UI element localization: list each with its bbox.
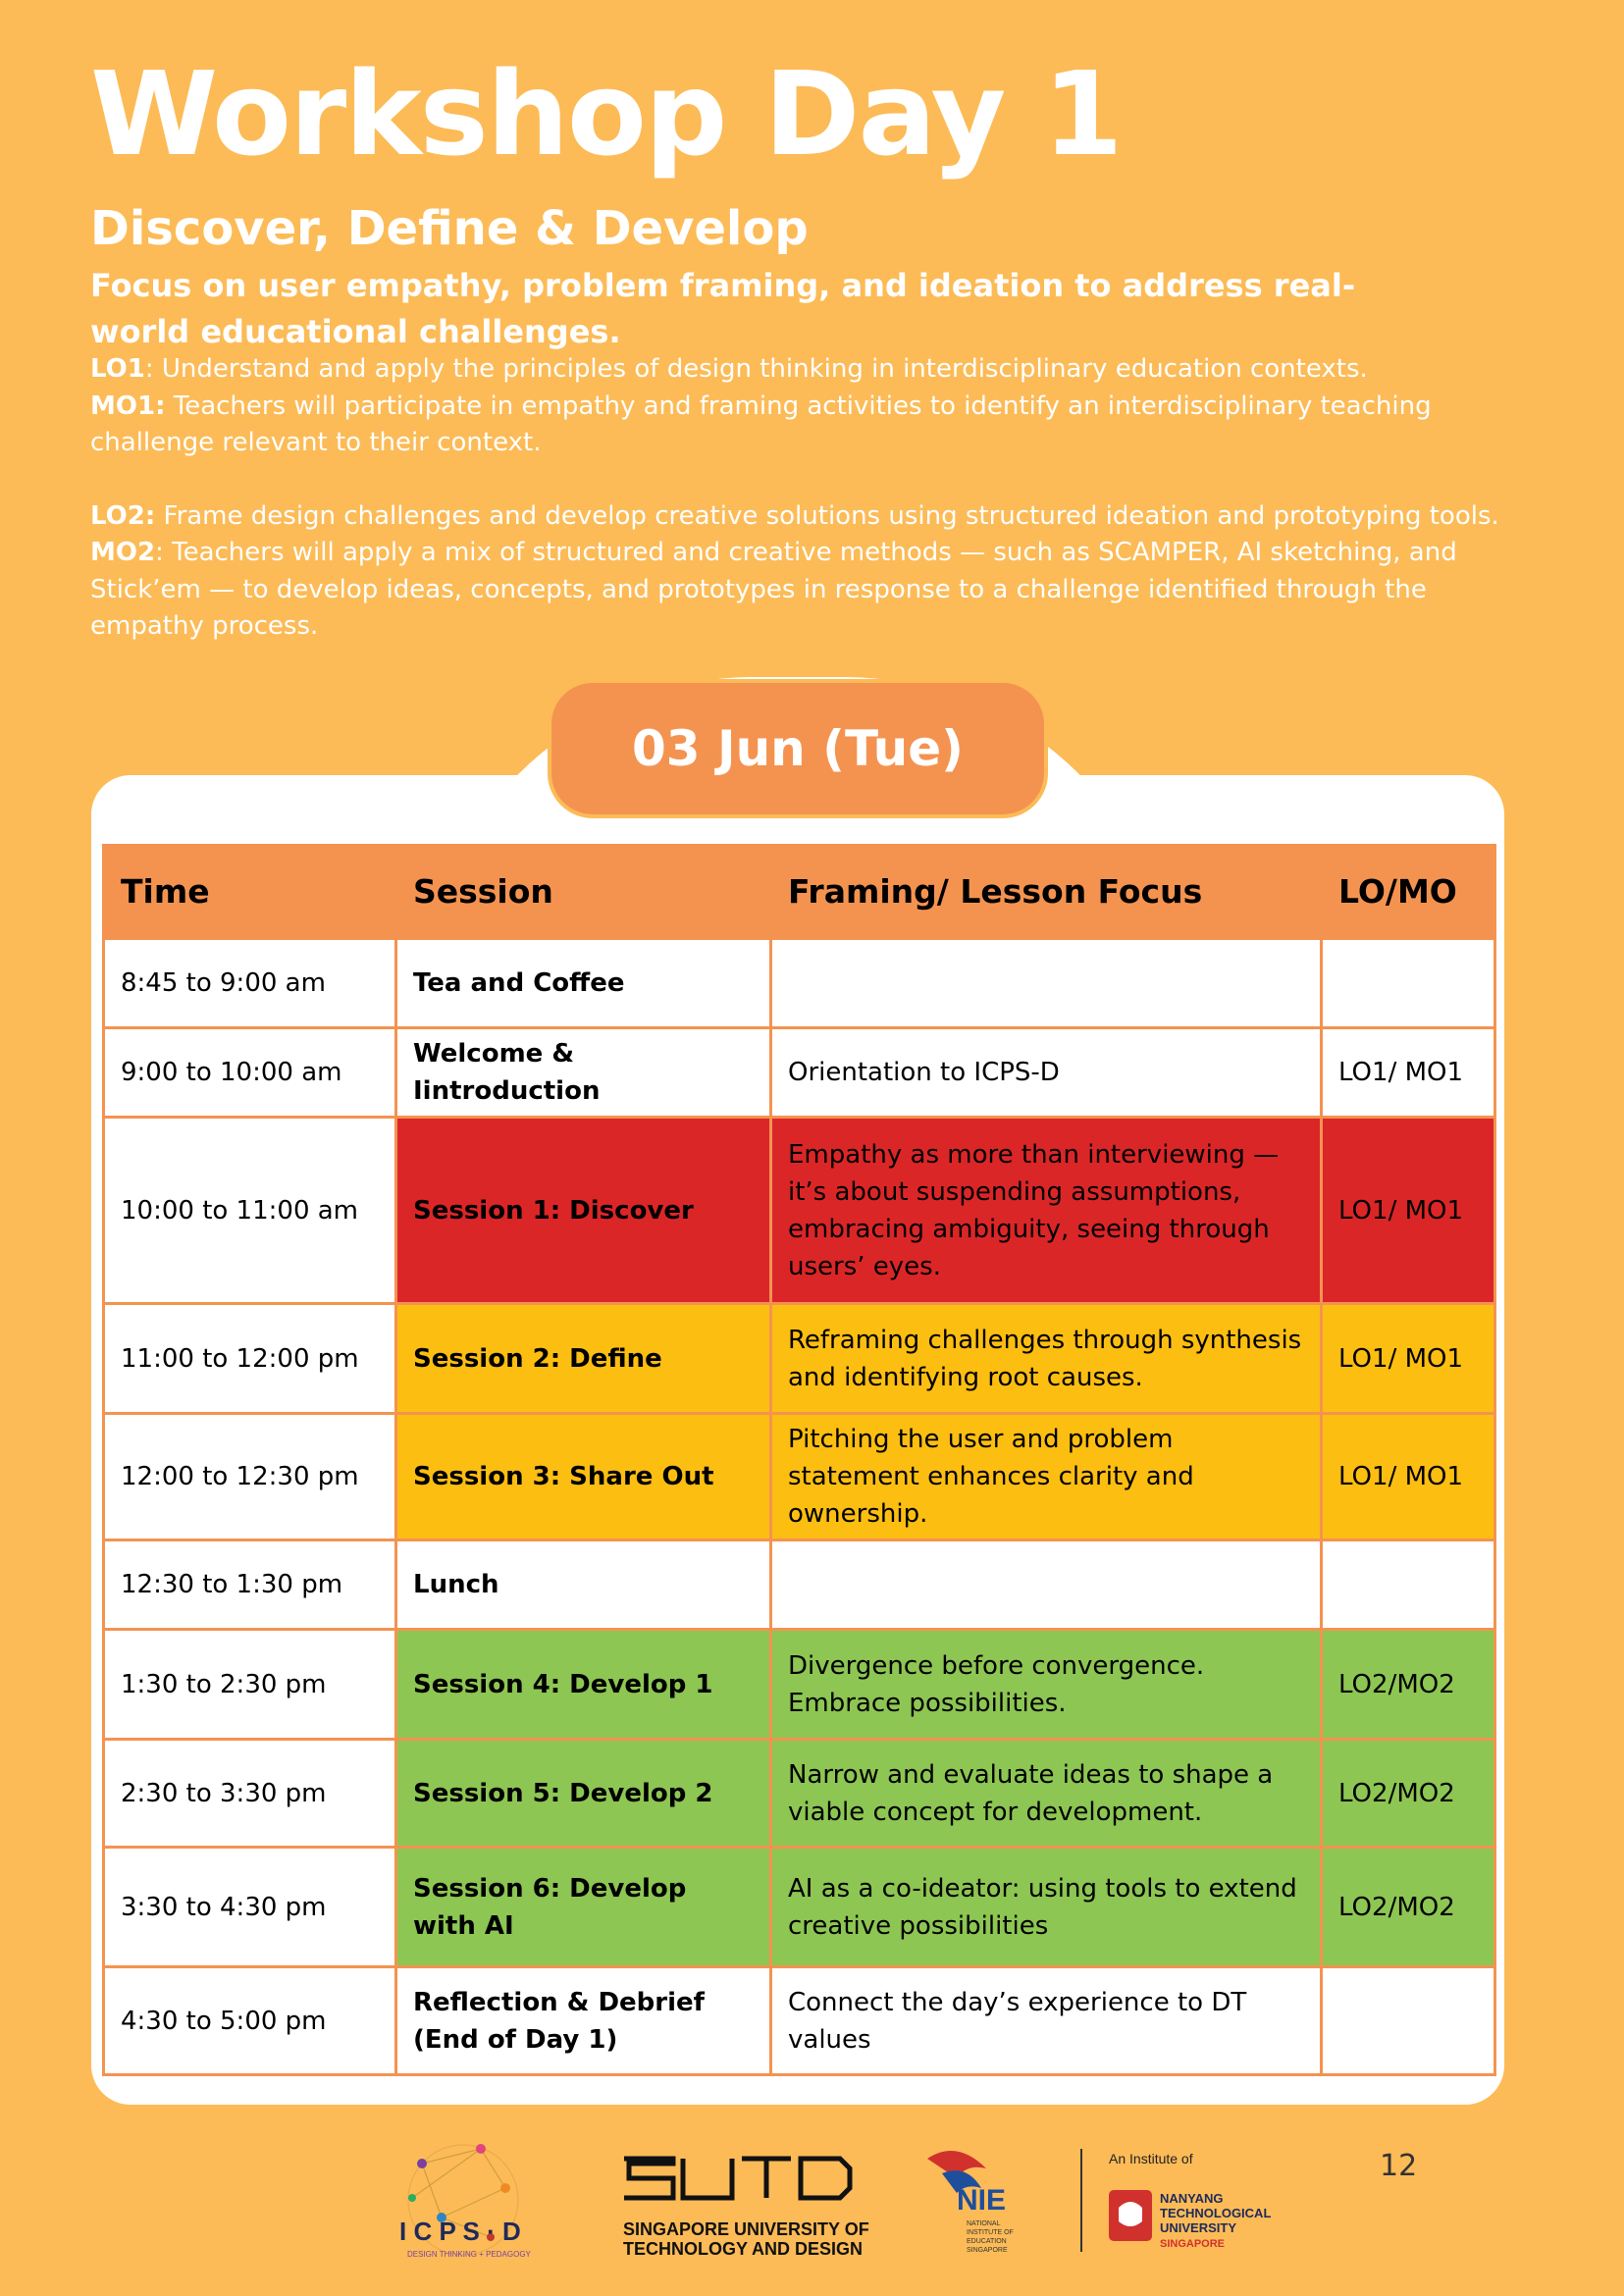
lo2-line — [90, 498, 1543, 536]
cell-focus: Divergence before convergence. Embrace possibilities. — [771, 1630, 1322, 1740]
cell-lomo: LO2/MO2 — [1322, 1848, 1495, 1967]
cell-session: Session 1: Discover — [396, 1118, 771, 1304]
nie-small4: SINGAPORE — [967, 2247, 1008, 2254]
date-badge: 03 Jun (Tue) — [548, 679, 1048, 818]
table-row — [104, 1028, 1495, 1118]
nie-small3: EDUCATION — [967, 2238, 1007, 2245]
cell-session: Lunch — [396, 1540, 771, 1630]
page-title: Workshop Day 1 — [90, 46, 1122, 182]
cell-session: Reflection & Debrief (End of Day 1) — [396, 1967, 771, 2075]
table-header-row — [104, 846, 1495, 939]
header-time: Time — [104, 846, 396, 939]
header-session: Session — [396, 846, 771, 939]
nie-small2: INSTITUTE OF — [967, 2229, 1014, 2236]
table-row — [104, 1848, 1495, 1967]
cell-time: 10:00 to 11:00 am — [104, 1118, 396, 1304]
cell-session: Session 6: Develop with AI — [396, 1848, 771, 1967]
learning-outcomes — [90, 351, 1543, 646]
ntu-crest-inner-icon — [1119, 2202, 1142, 2226]
nie-logo — [927, 2149, 1081, 2254]
cell-focus — [771, 1540, 1322, 1630]
partner-logos — [0, 2119, 1624, 2296]
cell-focus: Pitching the user and problem statement enhances clarity and ownership. — [771, 1414, 1322, 1540]
cell-time: 12:30 to 1:30 pm — [104, 1540, 396, 1630]
cell-session: Session 5: Develop 2 — [396, 1740, 771, 1848]
table-row — [104, 1304, 1495, 1414]
cell-time: 9:00 to 10:00 am — [104, 1028, 396, 1118]
lo1-label: LO1 — [90, 354, 145, 384]
table-row — [104, 1118, 1495, 1304]
table-row — [104, 939, 1495, 1028]
cell-lomo — [1322, 1540, 1495, 1630]
cell-focus: AI as a co-ideator: using tools to extend creative possibilities — [771, 1848, 1322, 1967]
cell-lomo: LO1/ MO1 — [1322, 1118, 1495, 1304]
cell-time: 12:00 to 12:30 pm — [104, 1414, 396, 1540]
icpsd-logo — [399, 2144, 532, 2259]
institute-of-text: An Institute of — [1109, 2151, 1193, 2166]
cell-lomo: LO1/ MO1 — [1322, 1028, 1495, 1118]
cell-lomo: LO2/MO2 — [1322, 1740, 1495, 1848]
sutd-line1: SINGAPORE UNIVERSITY OF — [623, 2219, 869, 2239]
mo1-label: MO1: — [90, 391, 166, 421]
schedule-table — [102, 844, 1496, 2076]
cell-time: 3:30 to 4:30 pm — [104, 1848, 396, 1967]
cell-time: 1:30 to 2:30 pm — [104, 1630, 396, 1740]
ntu-line4: SINGAPORE — [1160, 2238, 1226, 2250]
table-row — [104, 1630, 1495, 1740]
cell-time: 4:30 to 5:00 pm — [104, 1967, 396, 2075]
mo1-text: Teachers will participate in empathy and framing activities to identify an interdisciplinary teaching challenge relevant to their context. — [90, 391, 1432, 457]
cell-time: 11:00 to 12:00 pm — [104, 1304, 396, 1414]
cell-session: Session 2: Define — [396, 1304, 771, 1414]
cell-lomo: LO2/MO2 — [1322, 1630, 1495, 1740]
lo2-text: Frame design challenges and develop creative solutions using structured ideation and prototyping tools. — [155, 500, 1499, 531]
cell-focus: Reframing challenges through synthesis and identifying root causes. — [771, 1304, 1322, 1414]
lo1-line — [90, 351, 1543, 389]
cell-session: Welcome & Iintroduction — [396, 1028, 771, 1118]
mo2-line — [90, 535, 1543, 646]
ntu-line3: UNIVERSITY — [1160, 2220, 1237, 2235]
table-row — [104, 1740, 1495, 1848]
cell-focus: Narrow and evaluate ideas to shape a viable concept for development. — [771, 1740, 1322, 1848]
mo2-text: : Teachers will apply a mix of structured and creative methods — such as SCAMPER, AI sketching, and Stick’em — to develop ideas, concepts, and prototypes in response to a challenge identified through the empathy process. — [90, 538, 1457, 641]
cell-session: Session 4: Develop 1 — [396, 1630, 771, 1740]
cell-session: Tea and Coffee — [396, 939, 771, 1028]
sutd-line2: TECHNOLOGY AND DESIGN — [623, 2239, 864, 2259]
cell-focus: Orientation to ICPS-D — [771, 1028, 1322, 1118]
lo1-text: : Understand and apply the principles of design thinking in interdisciplinary education contexts. — [144, 354, 1368, 384]
cell-time: 8:45 to 9:00 am — [104, 939, 396, 1028]
table-row — [104, 1540, 1495, 1630]
ntu-line2: TECHNOLOGICAL — [1160, 2206, 1272, 2220]
sutd-mark — [624, 2159, 850, 2198]
header-lomo: LO/MO — [1322, 846, 1495, 939]
sutd-logo — [623, 2159, 869, 2259]
mo2-label: MO2 — [90, 538, 156, 567]
nie-mark: NIE — [957, 2184, 1007, 2217]
cell-focus: Empathy as more than interviewing — it’s about suspending assumptions, embracing ambiguity, seeing through users’ eyes. — [771, 1118, 1322, 1304]
table-row — [104, 1967, 1495, 2075]
cell-time: 2:30 to 3:30 pm — [104, 1740, 396, 1848]
cell-lomo: LO1/ MO1 — [1322, 1414, 1495, 1540]
icpsd-tagline: DESIGN THINKING + PEDAGOGY — [407, 2250, 531, 2259]
table-row — [104, 1414, 1495, 1540]
lo2-label: LO2: — [90, 500, 156, 531]
cell-lomo: LO1/ MO1 — [1322, 1304, 1495, 1414]
focus-statement: Focus on user empathy, problem framing, and ideation to address real-world educational challenges. — [90, 267, 1356, 350]
nie-small1: NATIONAL — [967, 2220, 1001, 2227]
page-subtitle: Discover, Define & Develop — [90, 201, 809, 256]
cell-lomo — [1322, 939, 1495, 1028]
icpsd-mark: I C P S · D — [399, 2217, 521, 2246]
cell-lomo — [1322, 1967, 1495, 2075]
cell-focus: Connect the day’s experience to DT values — [771, 1967, 1322, 2075]
cell-focus — [771, 939, 1322, 1028]
header-focus: Framing/ Lesson Focus — [771, 846, 1322, 939]
ntu-line1: NANYANG — [1160, 2191, 1224, 2206]
mo1-line — [90, 389, 1543, 462]
ntu-logo — [1109, 2151, 1271, 2250]
page-number: 12 — [1380, 2149, 1418, 2183]
cell-session: Session 3: Share Out — [396, 1414, 771, 1540]
